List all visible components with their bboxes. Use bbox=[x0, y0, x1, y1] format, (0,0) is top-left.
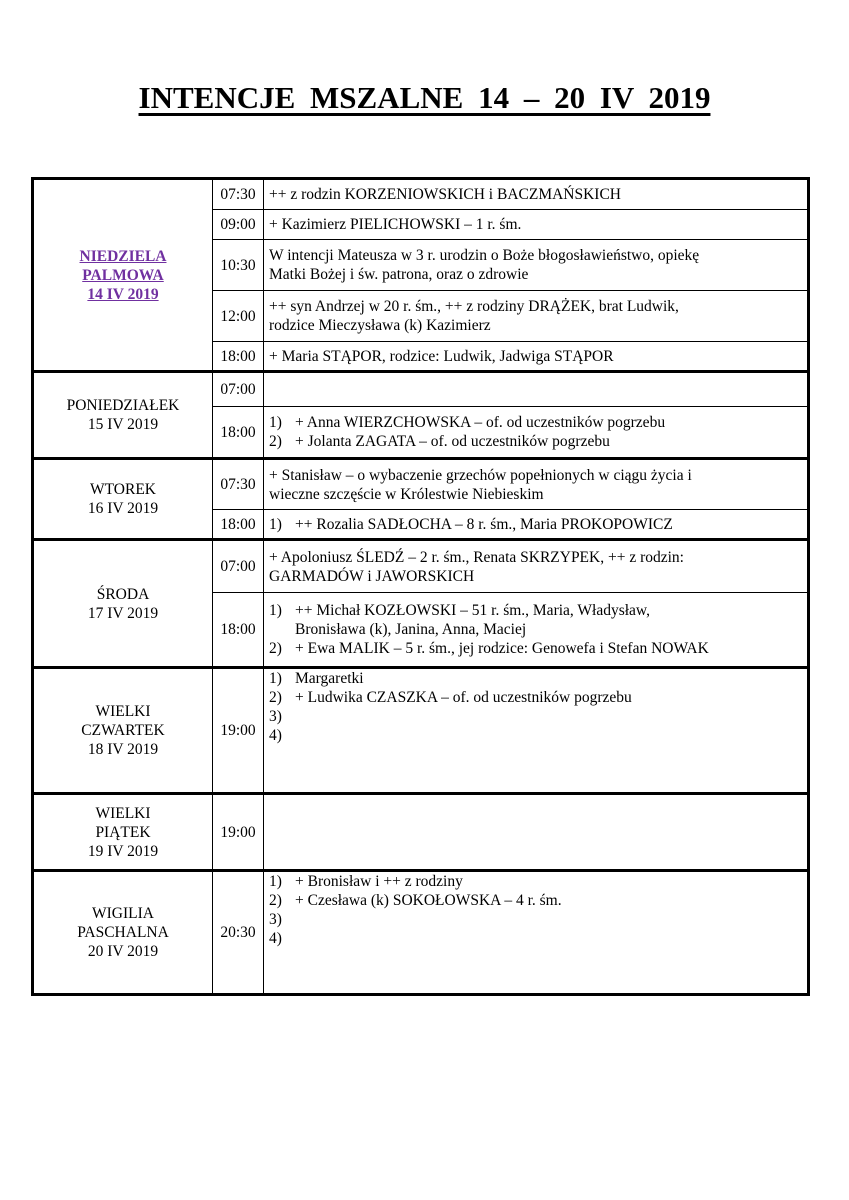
day-label-line: WIELKI bbox=[95, 804, 151, 822]
item-number: 2) bbox=[269, 433, 282, 450]
intention-item bbox=[269, 601, 803, 639]
mass-time: 18:00 bbox=[213, 593, 264, 668]
intention-text: wieczne szczęście w Królestwie Niebieskim bbox=[269, 485, 544, 503]
intention-text: + Stanisław – o wybaczenie grzechów popełnionych w ciągu życia i bbox=[269, 466, 692, 484]
mass-time: 19:00 bbox=[213, 794, 264, 871]
intention-cell bbox=[264, 407, 809, 459]
intention-text: + Maria STĄPOR, rodzice: Ludwik, Jadwiga STĄPOR bbox=[269, 347, 614, 365]
day-label-line: PALMOWA bbox=[82, 266, 164, 284]
intention-item bbox=[269, 726, 803, 745]
intention-text: + Bronisław i ++ z rodziny bbox=[295, 873, 463, 890]
intention-text: W intencji Mateusza w 3 r. urodzin o Boże błogosławieństwo, opiekę bbox=[269, 247, 700, 264]
intention-cell bbox=[264, 291, 809, 342]
intention-text: ++ z rodzin KORZENIOWSKICH i BACZMAŃSKICH bbox=[269, 186, 622, 203]
day-label-line: CZWARTEK bbox=[81, 722, 165, 739]
item-number: 1) bbox=[269, 602, 282, 619]
item-number: 3) bbox=[269, 708, 282, 725]
day-label-line: WIGILIA bbox=[92, 905, 154, 922]
intention-cell bbox=[264, 342, 809, 372]
intention-item bbox=[269, 891, 803, 910]
mass-time: 18:00 bbox=[213, 342, 264, 372]
day-label-line: WIELKI bbox=[95, 703, 151, 720]
day-label-line: PIĄTEK bbox=[95, 823, 151, 841]
mass-row bbox=[33, 794, 809, 871]
day-cell bbox=[33, 459, 213, 540]
intention-item bbox=[269, 669, 803, 688]
page-title bbox=[0, 80, 849, 116]
intention-text: Matki Bożej i św. patrona, oraz o zdrowie bbox=[269, 266, 529, 283]
intention-item bbox=[269, 910, 803, 929]
intention-cell bbox=[264, 540, 809, 593]
day-cell bbox=[33, 179, 213, 372]
intention-cell bbox=[264, 372, 809, 407]
day-cell bbox=[33, 372, 213, 459]
intention-text: ++ Michał KOZŁOWSKI – 51 r. śm., Maria, Władysław, bbox=[295, 602, 650, 619]
day-label-line: 19 IV 2019 bbox=[87, 842, 159, 860]
item-number: 2) bbox=[269, 689, 282, 706]
intention-cell bbox=[264, 593, 809, 668]
mass-time: 09:00 bbox=[213, 210, 264, 240]
day-label-line: 14 IV 2019 bbox=[87, 285, 159, 303]
intention-item bbox=[269, 872, 803, 891]
mass-row bbox=[33, 871, 809, 995]
day-label-line: ŚRODA bbox=[96, 585, 150, 603]
intention-cell bbox=[264, 871, 809, 995]
mass-time: 19:00 bbox=[213, 668, 264, 794]
intention-cell bbox=[264, 794, 809, 871]
mass-time: 12:00 bbox=[213, 291, 264, 342]
mass-row bbox=[33, 372, 809, 407]
item-number: 4) bbox=[269, 727, 282, 744]
mass-time: 18:00 bbox=[213, 510, 264, 540]
day-label-line: PASCHALNA bbox=[77, 924, 169, 941]
intention-cell bbox=[264, 210, 809, 240]
item-number: 1) bbox=[269, 515, 282, 533]
day-label-line: 16 IV 2019 bbox=[87, 500, 159, 517]
intention-item bbox=[269, 688, 803, 707]
intention-text: + Czesława (k) SOKOŁOWSKA – 4 r. śm. bbox=[295, 892, 562, 909]
day-cell bbox=[33, 668, 213, 794]
intention-cell bbox=[264, 179, 809, 210]
day-label-line: WTOREK bbox=[89, 481, 156, 498]
intention-item bbox=[269, 639, 803, 658]
mass-time: 10:30 bbox=[213, 240, 264, 291]
intention-text: + Apoloniusz ŚLEDŹ – 2 r. śm., Renata SKRZYPEK, ++ z rodzin: bbox=[269, 548, 684, 566]
mass-row bbox=[33, 540, 809, 593]
intention-text: Bronisława (k), Janina, Anna, Maciej bbox=[295, 621, 527, 638]
intention-text: rodzice Mieczysława (k) Kazimierz bbox=[269, 317, 491, 334]
mass-time: 07:00 bbox=[213, 372, 264, 407]
day-cell bbox=[33, 794, 213, 871]
intention-cell bbox=[264, 668, 809, 794]
item-number: 4) bbox=[269, 930, 282, 947]
intention-text: ++ syn Andrzej w 20 r. śm., ++ z rodziny DRĄŻEK, brat Ludwik, bbox=[269, 298, 679, 315]
mass-intentions-table bbox=[31, 177, 810, 996]
intention-item bbox=[269, 413, 803, 432]
intention-item bbox=[269, 515, 803, 534]
day-label-line: 20 IV 2019 bbox=[87, 943, 159, 960]
intention-cell bbox=[264, 240, 809, 291]
item-number: 3) bbox=[269, 911, 282, 928]
intention-item bbox=[269, 432, 803, 451]
day-label-line: NIEDZIELA bbox=[79, 247, 167, 265]
item-number: 1) bbox=[269, 670, 282, 687]
day-cell bbox=[33, 871, 213, 995]
mass-time: 18:00 bbox=[213, 407, 264, 459]
intention-item bbox=[269, 929, 803, 948]
intention-text: + Kazimierz PIELICHOWSKI – 1 r. śm. bbox=[269, 216, 522, 233]
mass-time: 07:30 bbox=[213, 459, 264, 510]
intention-text: + Anna WIERZCHOWSKA – of. od uczestników pogrzebu bbox=[295, 414, 666, 431]
intention-text: + Jolanta ZAGATA – of. od uczestników pogrzebu bbox=[295, 433, 610, 450]
mass-time: 20:30 bbox=[213, 871, 264, 995]
intention-text: Margaretki bbox=[295, 670, 364, 687]
intention-item bbox=[269, 707, 803, 726]
item-number: 1) bbox=[269, 414, 282, 431]
intention-text: + Ludwika CZASZKA – of. od uczestników pogrzebu bbox=[295, 689, 632, 706]
day-label-line: 15 IV 2019 bbox=[87, 416, 159, 433]
item-number: 2) bbox=[269, 640, 282, 657]
intention-text: + Ewa MALIK – 5 r. śm., jej rodzice: Genowefa i Stefan NOWAK bbox=[295, 640, 709, 657]
mass-row bbox=[33, 179, 809, 210]
mass-row bbox=[33, 459, 809, 510]
intention-cell bbox=[264, 510, 809, 540]
intention-text: ++ Rozalia SADŁOCHA – 8 r. śm., Maria PROKOPOWICZ bbox=[295, 515, 673, 533]
page-title-text: INTENCJE MSZALNE 14 – 20 IV 2019 bbox=[138, 80, 711, 115]
day-label-line: 18 IV 2019 bbox=[87, 741, 159, 758]
day-label-line: PONIEDZIAŁEK bbox=[66, 397, 180, 414]
mass-time: 07:00 bbox=[213, 540, 264, 593]
intention-cell bbox=[264, 459, 809, 510]
intention-text: GARMADÓW i JAWORSKICH bbox=[269, 567, 475, 585]
mass-time: 07:30 bbox=[213, 179, 264, 210]
item-number: 1) bbox=[269, 873, 282, 890]
day-cell bbox=[33, 540, 213, 668]
item-number: 2) bbox=[269, 892, 282, 909]
day-label-line: 17 IV 2019 bbox=[87, 604, 159, 622]
mass-row bbox=[33, 668, 809, 794]
